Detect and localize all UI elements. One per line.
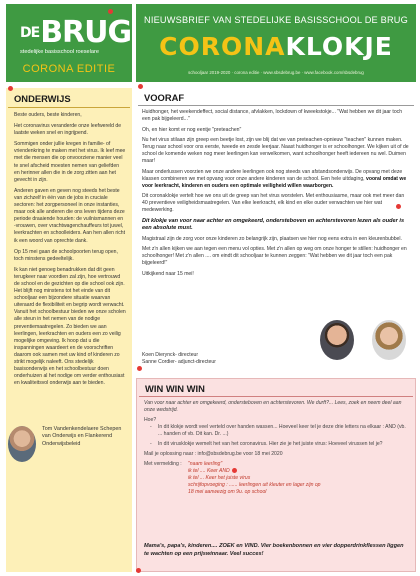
corona-title-part2: KLOKJE [285,32,393,61]
signatory-name: Tom Vandenkendelaere Schepen van Onderwijs en Flankerend Onderwijsbeleid [42,426,122,447]
logo-wordmark [20,15,132,50]
onderwijs-column [6,88,132,572]
vooraf-emphasis: Dit klokje van voor naar achter en omgekeerd, ondersteboven en achterstevoren lezen als ouder is een absolute must. [142,217,405,231]
contest-item: - In dit virusklokje wemelt het van het coronavirus. Hier zie je het juiste virus: Hoeveel virussen tel je? [150,441,408,448]
edition-label: CORONA EDITIE [22,63,116,75]
contest-list [150,424,408,448]
signature-names [142,352,216,366]
adjunct-director-photo [372,320,406,360]
vooraf-paragraph: Nu het virus stilaan zijn greep een beetje lost, zijn we blij dat we van preteachen-opnieuw "teachen" kunnen maken. Terug naar school voor ons eerste, tweede en zesde leerjaar. Naast huidhonger is er schoolhonger. We kijken uit of de school de komende weken nog meer leerlingen kan verwelkomen, want schoolhonger heeft iedereen nu wel. Duimen maar! [142,137,409,164]
onderwijs-signature [6,424,124,470]
signatory-photo [8,426,36,462]
vooraf-signatures [136,318,416,368]
corona-title-part1: CORONA [159,32,286,61]
contest-hoe: Hoe? [144,417,157,423]
virus-dot-icon [136,568,141,573]
newsletter-title: NIEUWSBRIEF VAN STEDELIJKE BASISSCHOOL DE BRUG [144,15,408,25]
contest-field [144,461,408,496]
contest-field-line: schrijfopvoeging : ...... leerlingen uit kleuter en lager zijn op [188,482,321,488]
vooraf-paragraph: Huidhonger, het weekendeffect, social distance, afvlakken, lockdown of kweekstokje... "Wat hebben we dit jaar toch een pak bijgeleerd..." [142,109,403,122]
contest-mail[interactable]: Mail je oplossing naar : info@sbsdebrug.be voor 18 mei 2020 [144,451,283,457]
onderwijs-body [6,108,132,387]
contest-field-line: ik tel ... Keer het juiste virus [188,475,251,481]
logo-prefix: DE [20,25,40,41]
virus-dot-icon [138,84,143,89]
contest-intro: Van voor naar achter en omgekeerd, ondersteboven en achterstevoren. We durft?... Lees, zoek en neem deel aan onze wedstrijd. [144,400,402,413]
onderwijs-paragraph: Het coronavirus veranderde onze leefwereld de laatste weken snel en ingrijpend. [14,123,122,137]
info-bar[interactable]: schooljaar 2019-2020 · corona editie · www.sbsdebrug.be · www.facebook.com/sbsdebrug [188,70,364,75]
contest-item: - In dit klokje wordt veel verteld over handen wassen... Hoeveel keer tel je deze drie letters na elkaar : AND (vb. ... handen of vb. Dit kan. Dr. ...) [150,424,408,438]
contest-footer: Mama's, papa's, kinderen.... ZOEK en VIND. Vier boekenbonnen en vier dopperdrinkflessen liggen te wachten op een prijswinnaar. Veel succes! [144,543,404,557]
director-photo [320,320,354,360]
vooraf-paragraph: Dit coronaklokje vertelt hoe we ons uit de greep van het virus worstelen. Met enthousiasme, maar ook met meer dan 40 preventieve veiligheidsmaatregelen. Van elke leerkracht, elk kind en elke ouder verwachten we hier wat medewerking. [142,193,405,213]
virus-dot-icon [232,468,237,473]
onderwijs-heading: ONDERWIJS [8,88,130,108]
vooraf-paragraph-text: Maar onderlussen voorzien we onze andere leerlingen ook nog steeds van afstandsonderwijs. De opvang met deze klassen combineren we met opvang voor onze andere kinderen van de school. Een hele uitdaging, [142,168,403,182]
director-name: Koen Dierynck- directeur [142,352,199,358]
vooraf-bold-inline: vooral omdat we voor leerkracht, kinderen en ouders een optimale veiligheid willen waarborgen. [142,175,407,189]
vooraf-column [136,88,416,281]
vooraf-paragraph: Magistraal zijn de zorg voor onze kinderen zo belangrijk zijn, plaatsen we hier nog eens extra in een kleurenbubbel. [142,235,402,242]
contest-field-line: "naam leerling" [188,461,223,467]
title-banner [136,4,416,82]
logo-subtitle: stedelijke basisschool roeselare [20,49,99,55]
vooraf-paragraph: Met z'n allen kijken we aan tegen een menu vol opties. Met z'n allen op weg om onze honger te stillen: huidhonger en schoolhonger! Met z'n allen .... om eindt dit schooljaar te kunnen zeggen: "Wat hebben we dit jaar toch een pak bijgeleerd!" [142,246,407,267]
onderwijs-paragraph: Anderen gaven en geven nog steeds het beste van zichzelf in één van de jobs in cruciale sectoren: het zorgpersoneel in onze instanties, maar ook alle anderen die ons leven tijdens deze periode draaiende houden: de vuilnismannen en -vrouwen, over vrachtwagenchauffeurs tot juwel, leerkrachten en schoolleiders. Aan hen allen richt ik een woord van oprechte dank. [14,187,125,244]
contest-body [137,397,415,496]
onderwijs-paragraph: Sommigen onder jullie kregen in familie- of vriendenkring te maken met het virus. Ik leef mee met die mensen die op onvoorziene manier veel te snel afscheid moesten nemen van geliefden en herinner allen die in de zorg zitten aan het gevecht in zijn. [14,141,126,183]
virus-dot-icon [396,204,401,209]
contest-field-label: Met vermelding : [144,461,182,467]
vooraf-paragraph: Uitkijkend naar 15 mei! [142,270,194,277]
vooraf-heading: VOORAF [138,88,414,106]
virus-dot-icon [8,86,13,91]
contest-box [136,378,416,572]
logo-name: BRUG [40,15,132,50]
adjunct-director-name: Sanne Cordier- adjunct-directeur [142,359,216,366]
contest-heading: WIN WIN WIN [139,379,413,397]
vooraf-paragraph [142,169,410,190]
vooraf-body [136,106,416,278]
onderwijs-paragraph: Ik kan niet genoeg benadrukken dat dit geen terugkeer naar voordien zal zijn, hoe vertrouwd de school en de gezichten op die school ook zijn. Het blijft nog minstens tot het einde van dit schooljaar een bijzondere situatie waarvan uiteraard de flexibiliteit en begrip wordt verwacht. Vanuit het schoolbestuur bieden we onze scholen alle steun in het nemen van de nodige preventiemaatregelen. Zo bieden we aan leerlingen, leerkrachten en ouders een zo veilig mogelijke omgeving. Ik hoop dat u die inspanningen waardeert en de voorschriften daarom ook samen met uw kind of kinderen zo strikt mogelijk naleeft. Ons stedelijk basisonderwijs en het schoolbestuur doen onderhuizen al het nodige om verder enthousiast en kwaliteitsvol onderwijs aan te bieden. [14,266,126,387]
contest-field-line: ik tel .... Keer AND [188,468,230,474]
contest-field-lines [188,461,321,496]
vooraf-paragraph: Oh, en hier komt er nog eentje "preteachen" [142,126,242,133]
virus-dot-icon [137,366,142,371]
onderwijs-paragraph: Op 15 mei gaan de schoolpoorten terug open, toch minstens gedeeltelijk. [14,248,118,262]
onderwijs-paragraph: Beste ouders, beste kinderen, [14,112,82,118]
corona-title [136,32,416,61]
virus-dot-icon [108,9,113,14]
contest-field-line: 18 mei aanwezig om 9u. op school [188,489,267,495]
